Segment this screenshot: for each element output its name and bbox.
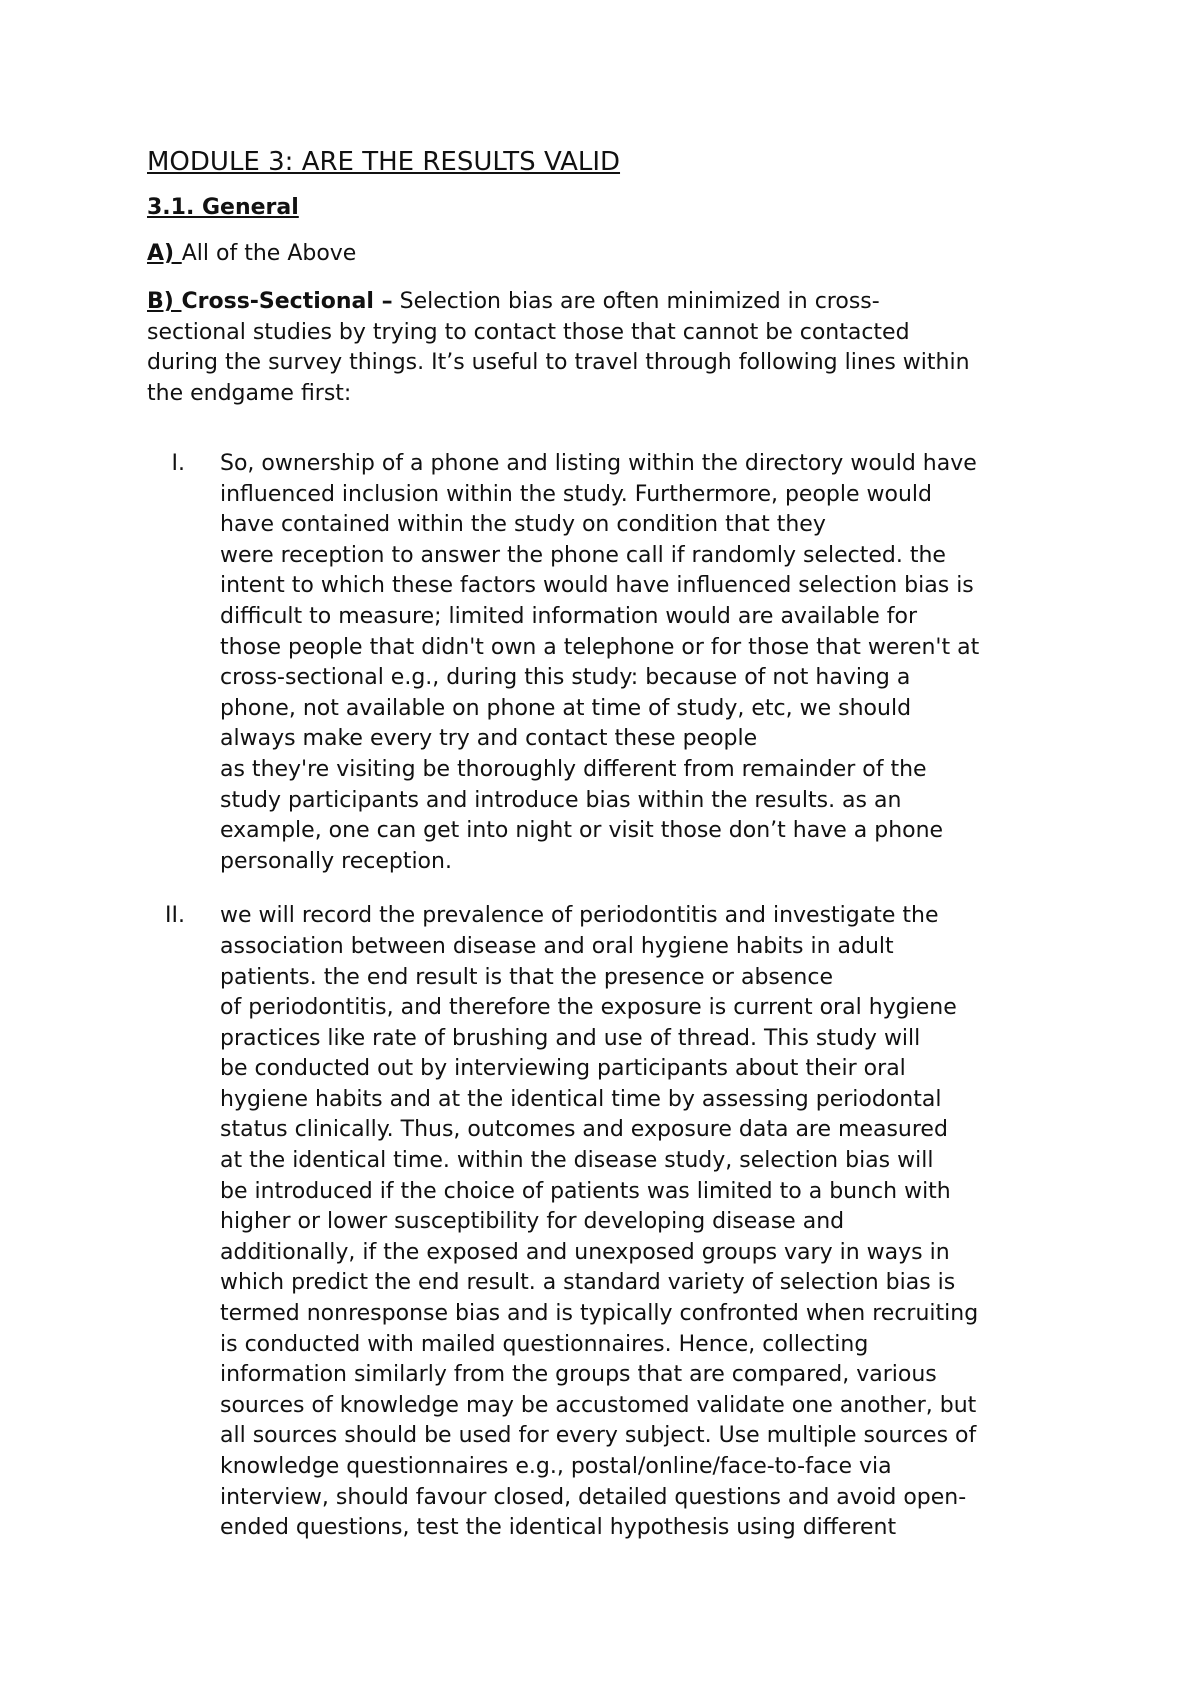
list-item-line: interview, should favour closed, detailed questions and avoid open-: [220, 1484, 967, 1510]
list-item-line: is conducted with mailed questionnaires. Hence, collecting: [220, 1331, 869, 1357]
list-item-line: always make every try and contact these people: [220, 726, 758, 752]
list-item-line: termed nonresponse bias and is typically confronted when recruiting: [220, 1301, 979, 1327]
option-b-line: [147, 287, 1067, 318]
section-heading: 3.1. General: [147, 195, 299, 220]
list-item-line: we will record the prevalence of periodontitis and investigate the: [220, 903, 939, 929]
list-item-line: patients. the end result is that the presence or absence: [220, 964, 833, 990]
list-item-line: association between disease and oral hygiene habits in adult: [220, 933, 894, 959]
list-item-line: So, ownership of a phone and listing within the directory would have: [220, 451, 977, 476]
list-item-line: knowledge questionnaires e.g., postal/online/face-to-face via: [220, 1454, 892, 1479]
list-item-line: personally reception.: [220, 848, 452, 874]
list-item-line: at the identical time. within the disease study, selection bias will: [220, 1148, 934, 1174]
list-item-line: example, one can get into night or visit those don’t have a phone: [220, 818, 944, 844]
roman-list: [147, 449, 1067, 1544]
list-item-line: phone, not available on phone at time of study, etc, we should: [220, 695, 912, 721]
list-item-ii: [147, 901, 1067, 1543]
list-item-line: those people that didn't own a telephone or for those that weren't at: [220, 634, 980, 660]
list-item-line: ended questions, test the identical hypothesis using different: [220, 1515, 897, 1541]
list-numeral: I.: [171, 451, 185, 476]
list-item-line: hygiene habits and at the identical time by assessing periodontal: [220, 1086, 942, 1112]
list-item-line: additionally, if the exposed and unexposed groups vary in ways in: [220, 1239, 950, 1265]
list-item-line: sources of knowledge may be accustomed validate one another, but: [220, 1392, 977, 1418]
list-item-line: be conducted out by interviewing participants about their oral: [220, 1056, 906, 1082]
option-b: [147, 287, 1067, 409]
list-item-line: of periodontitis, and therefore the exposure is current oral hygiene: [220, 995, 957, 1021]
list-item-line: study participants and introduce bias within the results. as an: [220, 787, 902, 813]
option-b-line: during the survey things. It’s useful to travel through following lines within: [147, 350, 970, 375]
option-a-marker: A): [147, 241, 182, 266]
list-item-line: intent to which these factors would have influenced selection bias is: [220, 573, 974, 599]
option-a: [147, 240, 1067, 268]
list-item-line: difficult to measure; limited information would are available for: [220, 603, 917, 629]
list-item-line: status clinically. Thus, outcomes and exposure data are measured: [220, 1117, 948, 1143]
list-numeral: II.: [165, 903, 185, 929]
list-item-line: all sources should be used for every subject. Use multiple sources of: [220, 1423, 977, 1449]
list-item-line: information similarly from the groups that are compared, various: [220, 1362, 937, 1388]
list-item-line: influenced inclusion within the study. Furthermore, people would: [220, 481, 933, 507]
list-item-line: be introduced if the choice of patients was limited to a bunch with: [220, 1178, 951, 1204]
list-item-line: were reception to answer the phone call if randomly selected. the: [220, 542, 946, 568]
list-item-line: higher or lower susceptibility for developing disease and: [220, 1209, 845, 1235]
list-item-line: practices like rate of brushing and use of thread. This study will: [220, 1025, 921, 1051]
option-b-term: Cross-Sectional –: [181, 289, 393, 314]
list-item-line: which predict the end result. a standard variety of selection bias is: [220, 1270, 956, 1296]
option-b-marker: B): [147, 289, 182, 314]
module-title: MODULE 3: ARE THE RESULTS VALID: [147, 147, 621, 177]
option-b-line: sectional studies by trying to contact those that cannot be contacted: [147, 319, 910, 345]
option-b-text: Selection bias are often minimized in cross-: [392, 289, 880, 314]
list-item-i: [147, 449, 1067, 877]
list-item-line: as they're visiting be thoroughly different from remainder of the: [220, 756, 927, 782]
document-page: [147, 146, 1067, 1544]
list-item-line: cross-sectional e.g., during this study: because of not having a: [220, 665, 911, 691]
option-a-text: All of the Above: [181, 241, 357, 266]
list-item-line: have contained within the study on condition that they: [220, 512, 826, 538]
option-b-line: the endgame first:: [147, 380, 352, 406]
